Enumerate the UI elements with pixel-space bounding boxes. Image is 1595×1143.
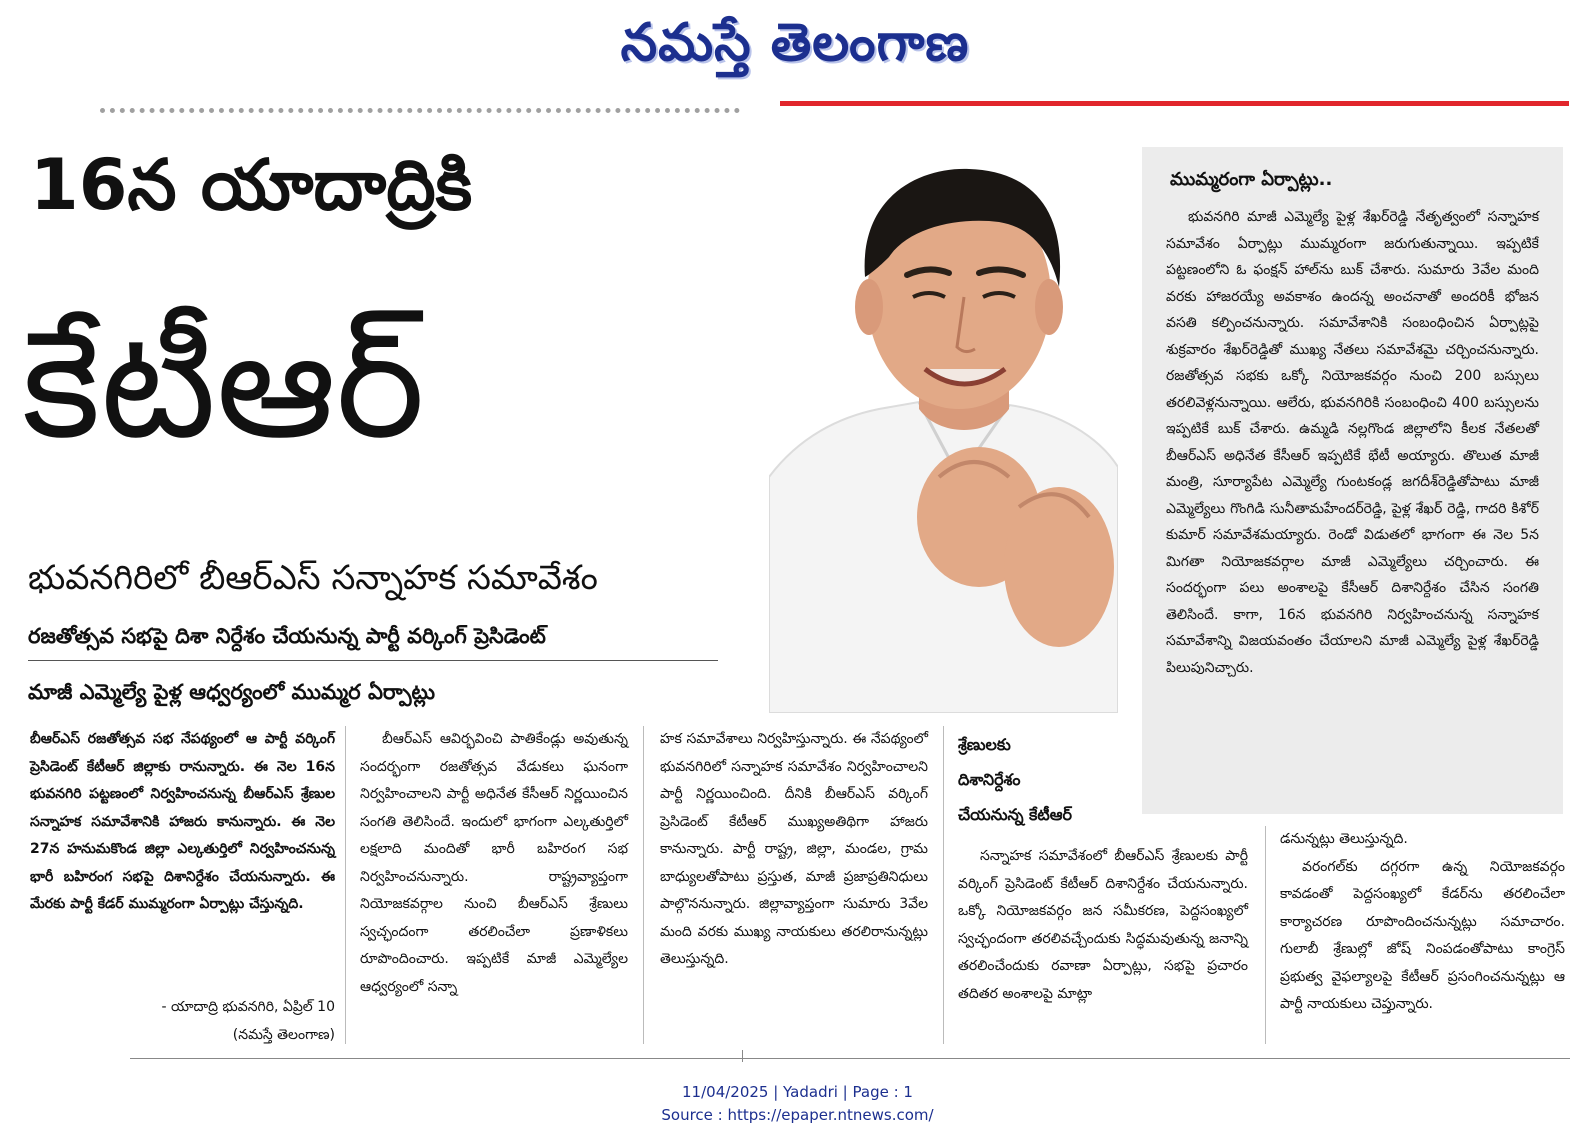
article-column-2: బీఆర్ఎస్ ఆవిర్భవించి పాతికేండ్లు అవుతున్న సందర్భంగా రజతోత్సవ వేడుకలు ఘనంగా నిర్వహించాలని పార్టీ అధినేత కేసీఆర్ నిర్ణయించిన సంగతి తెలిసిందే. ఇందులో భాగంగా ఎల్కతుర్తిలో లక్షలాది మందితో భారీ బహిరంగ సభ నిర్వహించనున్నారు. రాష్ట్రవ్యాప్తంగా నియోజకవర్గాల నుంచి బీఆర్ఎస్ శ్రేణులు స్వచ్ఛందంగా తరలించేలా ప్రణాళికలు రూపొందించారు. ఇప్పటికే మాజీ ఎమ్మెల్యేల ఆధ్వర్యంలో సన్నా xyxy=(360,731,628,995)
article-subhead: భువనగిరిలో బీఆర్ఎస్ సన్నాహక సమావేశం xyxy=(28,558,598,598)
sidebar-body: భువనగిరి మాజీ ఎమ్మెల్యే పైళ్ల శేఖర్‌రెడ్డి నేతృత్వంలో సన్నాహక సమావేశం ఏర్పాట్లు ముమ్మరంగా జరుగుతున్నాయి. ఇప్పటికే పట్టణంలోని ఓ ఫంక్షన్ హాల్‌ను బుక్ చేశారు. సుమారు 3వేల మంది వరకు హాజరయ్యే అవకాశం ఉందన్న అంచనాతో అందరికీ భోజన వసతి కల్పించనున్నారు. సమావేశానికి సంబంధించిన ఏర్పాట్లపై శుక్రవారం శేఖర్‌రెడ్డితో ముఖ్య నేతలు సమావేశమై చర్చించనున్నారు. రజతోత్సవ సభకు ఒక్కో నియోజకవర్గం నుంచి 200 బస్సులు తరలివెళ్లనున్నాయి. ఆలేరు, భువనగిరికి సంబంధించి 400 బస్సులను ఇప్పటికే బుక్ చేశారు. ఉమ్మడి నల్లగొండ జిల్లాలోని కీలక నేతలతో బీఆర్ఎస్ అధినేత కేసీఆర్ ఇప్పటికే భేటీ అయ్యారు. తొలుత మాజీ మంత్రి, సూర్యాపేట ఎమ్మెల్యే గుంటకండ్ల జగదీశ్‌రెడ్డితోపాటు మాజీ ఎమ్మెల్యేలు గొంగిడి సునీతామహేందర్‌రెడ్డి, పైళ్ల శేఖర్ రెడ్డి, గాదరి కిశోర్ కుమార్ సమావేశమయ్యారు. రెండో విడుతలో భాగంగా ఈ నెల 5న మిగతా నియోజకవర్గాల మాజీ ఎమ్మెల్యేలు చర్చించారు. ఈ సందర్భంగా పలు అంశాలపై కేసీఆర్ దిశానిర్దేశం చేసిన సంగతి తెలిసిందే. కాగా, 16న భువనగిరి నిర్వహించనున్న సన్నాహక సమావేశాన్ని విజయవంతం చేయాలని మాజీ ఎమ్మెల్యే పైళ్ల శేఖర్‌రెడ్డి పిలుపునిచ్చారు. xyxy=(1166,209,1539,676)
column-divider xyxy=(943,726,944,1044)
subsection-heading xyxy=(958,727,1228,832)
sidebar-title: ముమ్మరంగా ఏర్పాట్లు.. xyxy=(1170,169,1333,190)
strap-divider xyxy=(28,660,718,661)
article-column-5 xyxy=(1280,826,1565,1019)
article-headline: కేటీఆర్ xyxy=(22,298,425,472)
byline xyxy=(30,994,335,1049)
article-column-5-paragraph: వరంగల్‌కు దగ్గరగా ఉన్న నియోజకవర్గం కావడంతో పెద్దసంఖ్యలో కేడర్‌ను తరలించేలా కార్యాచరణ రూపొందించనున్నట్లు సమాచారం. గులాబీ శ్రేణుల్లో జోష్ నింపడంతోపాటు కాంగ్రెస్ ప్రభుత్వ వైఫల్యాలపై కేటీఆర్ ప్రసంగించనున్నట్లు ఆ పార్టీ నాయకులు చెప్తున్నారు. xyxy=(1280,858,1565,1012)
subsection-heading-line-2: దిశానిర్దేశం xyxy=(958,770,1021,789)
article-column-5-continuation: డనున్నట్లు తెలుస్తున్నది. xyxy=(1280,831,1408,847)
article-kicker: 16న యాదాద్రికి xyxy=(30,144,473,226)
footer-edition-info: 11/04/2025 | Yadadri | Page : 1 xyxy=(682,1083,913,1101)
masthead-logo: నమస్తే తెలంగాణ xyxy=(620,12,970,73)
sidebar-box xyxy=(1142,147,1563,814)
article-column-1: బీఆర్ఎస్ రజతోత్సవ సభ నేపథ్యంలో ఆ పార్టీ వర్కింగ్ ప్రెసిడెంట్ కేటీఆర్ జిల్లాకు రానున్నారు. ఈ నెల 16న భువనగిరి పట్టణంలో నిర్వహించనున్న బీఆర్ఎస్ శ్రేణుల సన్నాహక సమావేశానికి హాజరు కానున్నారు. ఈ నెల 27న హనుమకొండ జిల్లా ఎల్కతుర్తిలో నిర్వహించనున్న భారీ బహిరంగ సభపై దిశానిర్దేశం చేయనున్నారు. ఈ మేరకు పార్టీ కేడర్ ముమ్మరంగా ఏర్పాట్లు చేస్తున్నది. xyxy=(30,731,335,912)
column-divider xyxy=(1265,826,1266,1044)
red-divider xyxy=(780,101,1569,106)
portrait-photo xyxy=(769,147,1118,713)
dotted-divider xyxy=(100,108,740,113)
bottom-divider-tick xyxy=(742,1050,743,1062)
article-strap-1: రజతోత్సవ సభపై దిశా నిర్దేశం చేయనున్న పార్టీ వర్కింగ్ ప్రెసిడెంట్ xyxy=(28,624,546,648)
subsection-heading-line-3: చేయనున్న కేటీఆర్ xyxy=(958,805,1073,824)
subsection-heading-line-1: శ్రేణులకు xyxy=(958,735,1011,754)
footer-source-link[interactable]: Source : https://epaper.ntnews.com/ xyxy=(661,1106,934,1124)
article-strap-2: మాజీ ఎమ్మెల్యే పైళ్ల ఆధ్వర్యంలో ముమ్మర ఏర్పాట్లు xyxy=(28,680,435,704)
article-column-4: సన్నాహక సమావేశంలో బీఆర్ఎస్ శ్రేణులకు పార్టీ వర్కింగ్ ప్రెసిడెంట్ కేటీఆర్ దిశానిర్దేశం చేయనున్నారు. ఒక్కో నియోజకవర్గం జన సమీకరణ, పెద్దసంఖ్యలో స్వచ్ఛందంగా తరలివచ్చేందుకు సిద్ధమవుతున్న జనాన్ని తరలించేందుకు రవాణా ఏర్పాట్లు, సభపై ప్రచారం తదితర అంశాలపై మాట్లా xyxy=(958,848,1248,1002)
column-divider xyxy=(345,726,346,1044)
byline-source: (నమస్తే తెలంగాణ) xyxy=(232,1026,335,1043)
portrait-illustration xyxy=(769,147,1118,713)
byline-dateline: - యాదాద్రి భువనగిరి, ఏప్రిల్ 10 xyxy=(161,999,335,1015)
column-divider xyxy=(643,726,644,1044)
bottom-divider xyxy=(130,1058,1570,1059)
article-column-3: హక సమావేశాలు నిర్వహిస్తున్నారు. ఈ నేపథ్యంలో భువనగిరిలో సన్నాహక సమావేశం నిర్వహించాలని పార్టీ నిర్ణయించింది. దీనికి బీఆర్ఎస్ వర్కింగ్ ప్రెసిడెంట్ కేటీఆర్ ముఖ్యఅతిథిగా హాజరు కానున్నారు. పార్టీ రాష్ట్ర, జిల్లా, మండల, గ్రామ బాధ్యులతోపాటు ప్రస్తుత, మాజీ ప్రజాప్రతినిధులు పాల్గొననున్నారు. జిల్లావ్యాప్తంగా సుమారు 3వేల మంది వరకు ముఖ్య నాయకులు తరలిరానున్నట్లు తెలుస్తున్నది. xyxy=(660,731,928,967)
